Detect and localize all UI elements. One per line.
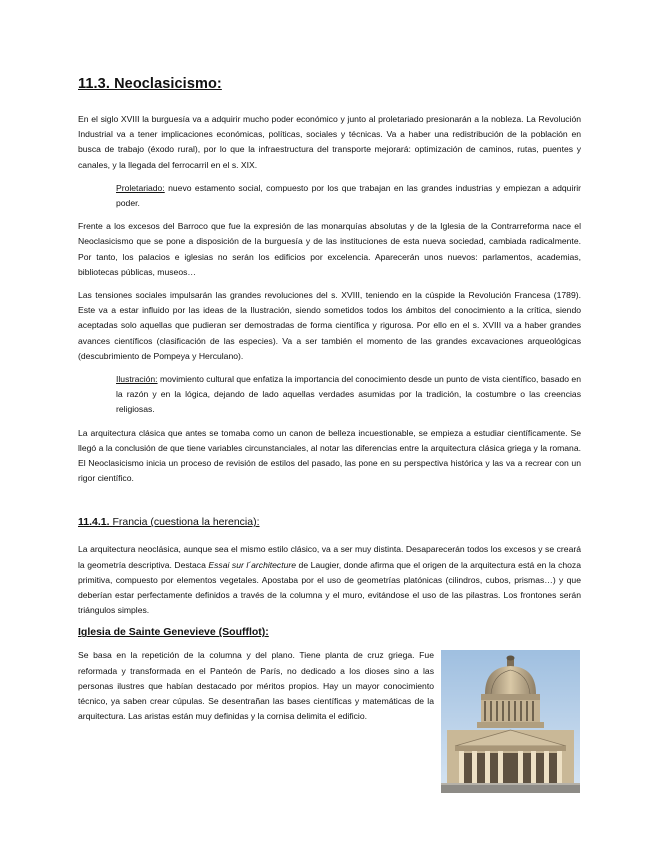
paragraph-burguesia: En el siglo XVIII la burguesía va a adquirir mucho poder económico y junto al proletariado presionarán a la nobleza. La Revolución Industrial va a tener implicaciones económicas, políticas, sociales y técnicas. Va a haber una redistribución de la población en busca de trabajo (éxodo rural), por lo que la infraestructura del transporte mejorará: optimización de caminos, rutas, puentes y canales, y la llegada del ferrocarril en el s. XIX. xyxy=(78,114,581,170)
section-heading xyxy=(78,516,581,528)
book-title: Essai sur l´architecture xyxy=(208,559,297,570)
page-title: 11.3. Neoclasicismo: xyxy=(78,76,222,92)
subsection-heading: Iglesia de Sainte Genevieve (Soufflot): xyxy=(78,626,269,639)
paragraph-arquitectura-clasica: La arquitectura clásica que antes se tomaba como un canon de belleza incuestionable, se empieza a estudiar científicamente. Se llegó a la conclusión de que tiene variables circunstanciales, al notar las diferencias entre la arquitectura clásica griega y la romana. El Neoclasicismo inicia un proceso de revisión de estilos del pasado, las pone en su perspectiva histórica y las va a recrear con un rigor científico. xyxy=(78,427,581,484)
paragraph-barroco: Frente a los excesos del Barroco que fue la expresión de las monarquías absolutas y de la Iglesia de la Contrarreforma nace el Neoclasicismo que se pone a disposición de la burguesía y de las instituciones de esta nueva sociedad, cambiada radicalmente. Por tanto, los palacios e iglesias no serán los edificios por excelencia. Aparecerán unos nuevos: parlamentos, academias, bibliotecas públicas, museos… xyxy=(78,221,581,277)
document-page xyxy=(78,76,581,733)
section-title: Francia (cuestiona la herencia): xyxy=(109,516,260,529)
definition-ilustracion xyxy=(116,372,581,418)
definition-text: movimiento cultural que enfatiza la importancia del conocimiento desde un punto de vista científico, basado en la razón y en la lógica, dejando de lado aquellas verdades asumidas por la tradición, la costumbre o las creencias religiosas. xyxy=(116,374,581,415)
pantheon-photo xyxy=(441,650,580,793)
paragraph-sainte-genevieve: Se basa en la repetición de la columna y del plano. Tiene planta de cruz griega. Fue reformada y transformada en el Panteón de París, no dedicado a los dioses sino a las personas ilustres que habían destacado por méritos propios. Hay un mayor conocimiento técnico, ya saben crear cúpulas. Se desentrañan las bases científicas y matemáticas de la arquitectura. Las aristas están muy definidas y la cornisa delimita el edificio. xyxy=(78,650,434,722)
paragraph-text: La arquitectura neoclásica, aunque sea el mismo estilo clásico, va a ser muy distinta. Desaparecerán todos los excesos y se creará la geometría descriptiva. Destaca xyxy=(78,544,581,570)
definition-term: Ilustración: xyxy=(116,374,158,385)
paragraph-neoclasica xyxy=(78,542,581,618)
section-number: 11.4.1. xyxy=(78,516,110,529)
definition-text: nuevo estamento social, compuesto por los que trabajan en las grandes industrias y empiezan a adquirir poder. xyxy=(116,182,581,209)
paragraph-text: de Laugier, donde afirma que el origen de la arquitectura está en la choza primitiva, compuesto por elementos vegetales. Apostaba por el uso de geometrías platónicas (cilindros, cubos, prismas…) y que deberían estar perfectamente definidos a través de la columna y el muro, evitándose el uso de las pilastras. Los frontones serán triángulos simples. xyxy=(78,559,582,616)
definition-proletariado xyxy=(116,181,581,211)
paragraph-tensiones: Las tensiones sociales impulsarán las grandes revoluciones del s. XVIII, teniendo en la cúspide la Revolución Francesa (1789). Este va a estar influido por las ideas de la Ilustración, siendo sometidos todos los ámbitos del conocimiento a la crítica, siendo aceptadas solo aquellas que pudieran ser demostradas de forma científica y rigurosa. Por ello en el s. XVIII va a haber grandes avances científicos (clasificación de las especies). Va a ser también el momento de las grandes excavaciones arqueológicas (descubrimiento de Pompeya y Herculano). xyxy=(78,290,581,361)
definition-term: Proletariado: xyxy=(116,182,165,193)
